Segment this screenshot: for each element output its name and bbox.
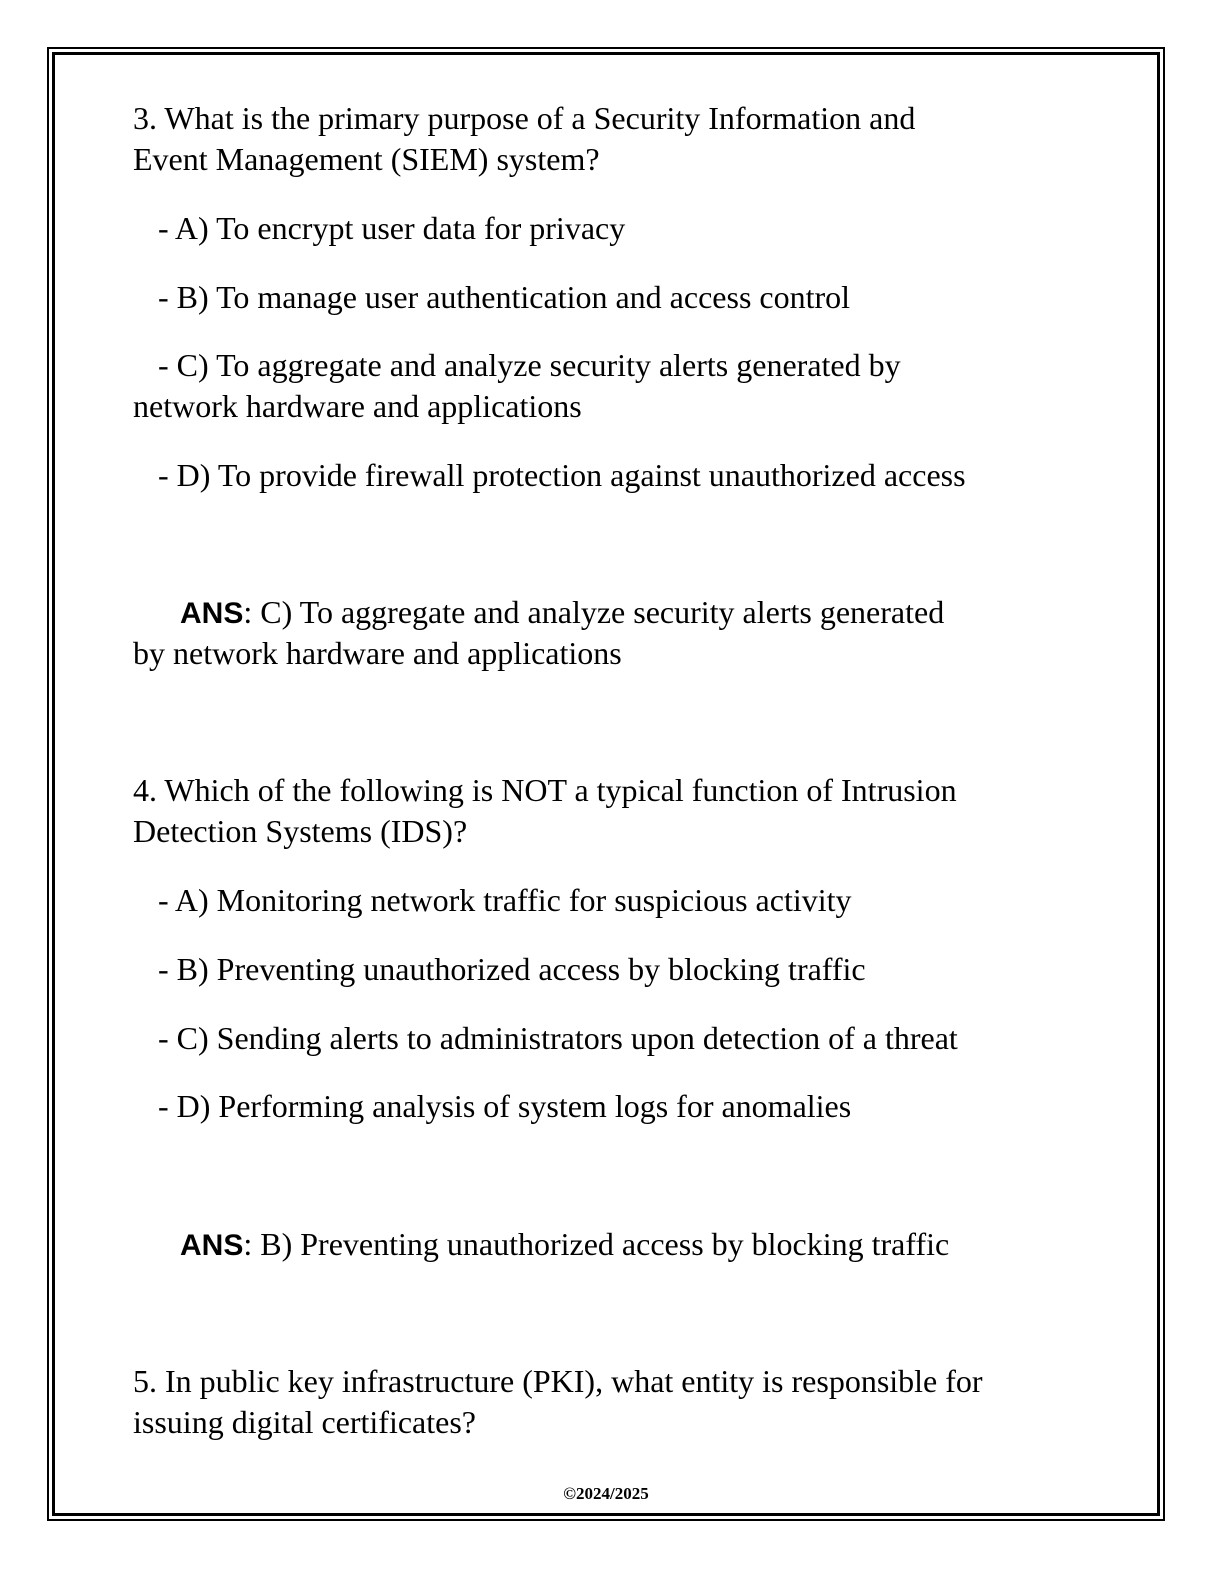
question-3-option-a: - A) To encrypt user data for privacy: [158, 210, 626, 246]
question-4-text-line-1: 4. Which of the following is NOT a typical function of Intrusion: [133, 772, 957, 808]
question-3-option-c-line-1: - C) To aggregate and analyze security alerts generated by: [158, 347, 901, 383]
question-3-answer-line-2: by network hardware and applications: [133, 635, 622, 671]
question-4-option-a: - A) Monitoring network traffic for suspicious activity: [158, 882, 852, 918]
question-3-answer-line-1: [180, 592, 944, 634]
footer-copyright: ©2024/2025: [563, 1484, 649, 1503]
question-3-text-line-2: Event Management (SIEM) system?: [133, 141, 600, 177]
question-3-text-line-1: 3. What is the primary purpose of a Security Information and: [133, 100, 916, 136]
question-3-option-b: - B) To manage user authentication and access control: [158, 279, 851, 315]
question-4-option-b: - B) Preventing unauthorized access by blocking traffic: [158, 951, 866, 987]
question-5-text-line-1: 5. In public key infrastructure (PKI), what entity is responsible for: [133, 1363, 983, 1399]
question-3-answer-text: : C) To aggregate and analyze security alerts generated: [243, 594, 945, 630]
answer-label: ANS: [180, 597, 244, 630]
question-5-text-line-2: issuing digital certificates?: [133, 1404, 476, 1440]
answer-label: ANS: [180, 1229, 244, 1262]
question-4-answer-text: : B) Preventing unauthorized access by blocking traffic: [243, 1226, 950, 1262]
question-4-answer-line-1: [180, 1224, 949, 1266]
question-4-text-line-2: Detection Systems (IDS)?: [133, 813, 468, 849]
question-3-option-d: - D) To provide firewall protection against unauthorized access: [158, 457, 966, 493]
question-4-option-d: - D) Performing analysis of system logs for anomalies: [158, 1088, 852, 1124]
question-4-option-c: - C) Sending alerts to administrators upon detection of a threat: [158, 1020, 958, 1056]
question-3-option-c-line-2: network hardware and applications: [133, 388, 582, 424]
